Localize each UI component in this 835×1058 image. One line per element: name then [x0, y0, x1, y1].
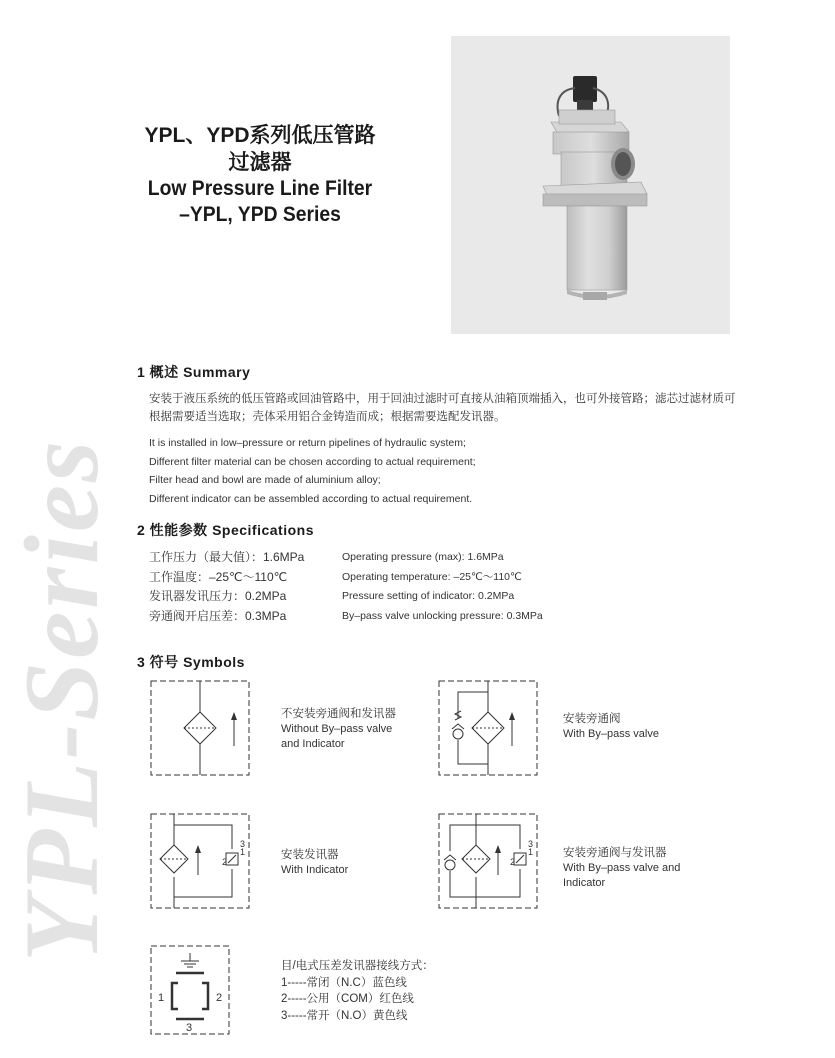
title-en-line1: Low Pressure Line Filter: [147, 177, 373, 200]
spec-en-item: By–pass valve unlocking pressure: 0.3MPa: [342, 609, 543, 622]
title-cn-line1: YPL、YPD系列低压管路: [144, 124, 376, 147]
wiring-legend: [281, 958, 434, 1024]
symbol-label-basic: 不安装旁通阀和发讯器 Without By–pass valve and Indicator: [281, 708, 396, 750]
wiring-title: 目/电式压差发讯器接线方式：: [281, 960, 434, 972]
spec-en-item: Operating pressure (max): 1.6MPa: [342, 551, 504, 563]
terminal-label-1: 1: [158, 992, 165, 1004]
terminal-label-3: 3: [186, 1022, 193, 1034]
product-title: [120, 122, 400, 228]
spec-cn-item: 工作压力（最大值）：1.6MPa: [149, 550, 305, 564]
indicator-pin-3: 3: [240, 839, 246, 849]
symbol-label-bypass-indicator: 安装旁通阀与发讯器 With By–pass valve and Indicator: [563, 847, 681, 889]
spec-cn-item: 工作温度：–25℃～110℃: [149, 569, 288, 584]
wiring-line: 1-----常闭（N.C）蓝色线: [281, 976, 407, 989]
summary-en-line: Different filter material can be chosen according to actual requirement;: [149, 455, 476, 468]
indicator-pin-1: 1: [528, 847, 534, 857]
summary-en-text: [149, 434, 741, 508]
symbol-terminal-connector: [150, 945, 230, 1035]
spec-en-item: Operating temperature: –25℃～110℃: [342, 570, 522, 583]
symbol-filter-basic: [150, 680, 250, 776]
terminal-label-2: 2: [216, 992, 223, 1004]
symbol-filter-bypass-indicator: [438, 813, 538, 909]
indicator-pin-1: 1: [240, 847, 246, 857]
spec-cn-item: 发讯器发讯压力：0.2MPa: [149, 589, 287, 603]
symbol-label-bypass: 安装旁通阀 With By–pass valve: [563, 713, 659, 740]
symbols-heading: 3 符号 Symbols: [137, 654, 245, 670]
summary-en-line: Different indicator can be assembled according to actual requirement.: [149, 492, 473, 505]
symbol-filter-bypass: [438, 680, 538, 776]
summary-cn-text: 安装于液压系统的低压管路或回油管路中，用于回油过滤时可直接从油箱顶端插入，也可外接管路；滤芯过滤材质可根据需要适当选取；壳体采用铝合金铸造而成；根据需要选配发讯器。: [149, 393, 736, 423]
summary-heading: 1 概述 Summary: [137, 364, 251, 380]
symbol-filter-indicator: [150, 813, 250, 909]
spec-cn-item: 旁通阀开启压差：0.3MPa: [149, 608, 287, 623]
specs-heading: 2 性能参数 Specifications: [137, 522, 314, 538]
indicator-pin-2: 2: [510, 857, 516, 867]
title-cn-line2: 过滤器: [228, 151, 292, 174]
series-watermark: YPL-Series: [3, 437, 120, 963]
indicator-pin-2: 2: [222, 857, 228, 867]
wiring-line: 3-----常开（N.O）黄色线: [281, 1009, 408, 1022]
indicator-pin-3: 3: [528, 839, 534, 849]
title-en-line2: –YPL, YPD Series: [179, 203, 341, 226]
wiring-line: 2-----公用（COM）红色线: [281, 993, 414, 1005]
spec-en-item: Pressure setting of indicator: 0.2MPa: [342, 590, 515, 602]
specs-en-list: [342, 548, 543, 626]
filter-illustration: [451, 36, 730, 334]
symbol-label-indicator: 安装发讯器 With Indicator: [281, 849, 349, 876]
summary-en-line: It is installed in low–pressure or return pipelines of hydraulic system;: [149, 437, 466, 449]
product-photo: [451, 36, 730, 334]
specs-cn-list: [149, 548, 304, 626]
summary-en-line: Filter head and bowl are made of aluminium alloy;: [149, 474, 381, 486]
